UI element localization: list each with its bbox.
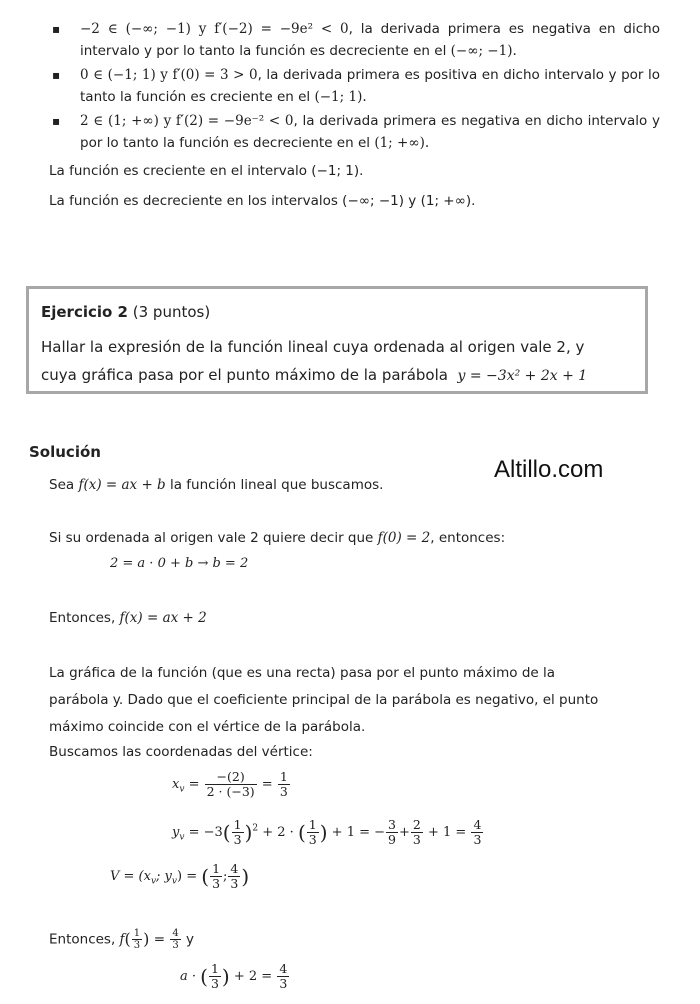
v-frac-x [210, 862, 222, 891]
text: Entonces, [49, 931, 120, 948]
solution-paragraph-3 [49, 607, 207, 629]
text: y [181, 931, 194, 948]
text: máximo coincide con el vértice de la parábola. [49, 719, 366, 735]
n: 2 [412, 817, 421, 832]
n: 1 [133, 928, 141, 939]
solution-paragraph-4 [49, 660, 634, 741]
conclusion-increasing: La función es creciente en el intervalo (−1; 1). [49, 163, 364, 179]
bullet-text: , la derivada primera es negativa en dicho intervalo y por lo tanto la función es decreciente en el [80, 113, 660, 151]
d: 3 [412, 832, 421, 847]
d: 9 [388, 832, 396, 847]
equation-b [110, 556, 248, 571]
d: 3 [308, 832, 317, 847]
text: La gráfica de la función (que es una recta) pasa por el punto máximo de la [49, 665, 556, 681]
yv-sub: v [179, 832, 185, 843]
final-pre: a · [180, 969, 197, 984]
text: Si su ordenada al origen vale 2 quiere decir que [49, 530, 378, 546]
yv-frac-a [232, 818, 244, 847]
xv-numerator: −(2) [205, 770, 257, 785]
final-mid: + 2 = [233, 969, 273, 984]
final-frac [209, 962, 221, 991]
xv-symbol: x [172, 777, 180, 792]
watermark: Altillo.com [494, 456, 604, 483]
n: 1 [210, 961, 219, 976]
bullet-interval: (−∞; −1). [450, 43, 517, 59]
yv-frac-d [411, 818, 423, 847]
exercise-statement [41, 333, 641, 390]
d: 3 [233, 832, 242, 847]
d: 3 [210, 976, 219, 991]
condition-math: f(0) = 2 [377, 530, 431, 546]
v-text: V = (x [110, 869, 151, 884]
d: 3 [212, 876, 221, 891]
yv-mid: + 2 · [262, 825, 294, 840]
v-text2: ; y [156, 869, 172, 884]
xv-result-num: 1 [279, 769, 288, 784]
v-sub: v [171, 876, 177, 887]
text: Entonces, [49, 610, 120, 626]
exercise-points: (3 puntos) [128, 303, 211, 321]
equation-b-text: 2 = a · 0 + b → b = 2 [110, 556, 249, 571]
bullet-math: −2 ∈ (−∞; −1) y f′(−2) = −9e² < 0 [80, 21, 349, 37]
bullet-math: 2 ∈ (1; +∞) y f′(2) = −9e⁻² < 0 [80, 113, 294, 129]
v-sub: v [150, 876, 157, 887]
v-text3: ) = [177, 869, 198, 884]
exercise-line-2 [41, 361, 641, 390]
n: 4 [230, 861, 239, 876]
conclusion-decreasing: La función es decreciente en los intervalos (−∞; −1) y (1; +∞). [49, 193, 476, 209]
exercise-box [26, 286, 648, 394]
solution-paragraph-5: Buscamos las coordenadas del vértice: [49, 744, 313, 760]
xv-result-den: 3 [279, 784, 288, 799]
solution-paragraph-1 [49, 474, 383, 496]
linear-function: f(x) = ax + b [78, 477, 166, 493]
solution-title: Solución [29, 443, 101, 461]
d: 3 [172, 940, 179, 951]
n: 1 [233, 817, 242, 832]
derivative-sign-list [48, 18, 660, 156]
d: 3 [279, 976, 288, 991]
list-item [48, 64, 660, 108]
xv-result [278, 770, 290, 799]
final-equation: a · ( $\frac{1}{3}$ ) + 2 = $\frac{4}{3}$ [180, 961, 288, 991]
exercise-number: Ejercicio 2 [41, 303, 128, 321]
vertex-x-equation: $x_v$ = $\frac{-(2)}{2 \cdot (-3)}$ = $\frac{1}{3}$ [172, 769, 288, 799]
d: 3 [230, 876, 239, 891]
yv-result [471, 818, 483, 847]
n: 4 [172, 928, 179, 939]
bullet-interval: (−1; 1). [314, 89, 367, 105]
list-item [48, 110, 660, 154]
xv-denominator: 2 · (−3) [206, 784, 255, 799]
exercise-title [41, 303, 210, 321]
text: Sea [49, 477, 79, 493]
text: parábola y. Dado que el coeficiente principal de la parábola es negativo, el punto [49, 692, 599, 708]
d: 3 [133, 940, 141, 951]
text: , entonces: [430, 530, 506, 546]
yv-frac-b [307, 818, 319, 847]
solution-paragraph-6: Entonces, f( $\frac{1}{3}$ ) = $\frac{4}{3}$ y [49, 928, 194, 951]
n: 4 [473, 817, 482, 832]
bullet-text: , la derivada primera es positiva en dicho intervalo y por lo tanto la función es creciente en el [80, 67, 661, 105]
p6-frac-r [170, 928, 180, 951]
d: 3 [473, 832, 482, 847]
vertex-point-equation: $V = (x_v$; $y_v$) = ( $\frac{1}{3}$ ; $\frac{4}{3}$ ) [110, 861, 250, 891]
yv-tail: + 1 = − [331, 825, 386, 840]
list-item [48, 18, 660, 62]
n: 1 [308, 817, 317, 832]
yv-text: = −3 [188, 825, 223, 840]
exercise-line-1: Hallar la expresión de la función lineal cuya ordenada al origen vale 2, y [41, 338, 585, 356]
v-frac-y [228, 862, 240, 891]
yv-frac-c [386, 818, 398, 847]
xv-sub: v [179, 784, 185, 795]
p6-frac [132, 928, 142, 951]
text: la función lineal que buscamos. [165, 477, 384, 493]
n: 4 [279, 961, 288, 976]
parabola-equation: y = −3x² + 2x + 1 [457, 368, 588, 384]
exercise-line-2-text: cuya gráfica pasa por el punto máximo de la parábola [41, 366, 448, 384]
final-result [277, 962, 289, 991]
n: 3 [388, 817, 396, 832]
vertex-y-equation: $y_v = -3$( $\frac{1}{3}$ )$^2$ + 2 · ( $\frac{1}{3}$ ) + 1 = − $\frac{3}{9}$ + $\frac{2}{3}$ + 1 = $\frac{4}{3}$ [172, 817, 482, 847]
n: 1 [212, 861, 221, 876]
bullet-math: 0 ∈ (−1; 1) y f′(0) = 3 > 0 [80, 67, 258, 83]
yv-end: + 1 = [427, 825, 467, 840]
solution-paragraph-2 [49, 527, 505, 549]
bullet-interval: (1; +∞). [374, 135, 430, 151]
linear-function-b: f(x) = ax + 2 [119, 610, 207, 626]
xv-fraction [205, 770, 257, 799]
bullet-text: , la derivada primera es negativa en dicho intervalo y por lo tanto la función es decreciente en el [80, 21, 660, 59]
